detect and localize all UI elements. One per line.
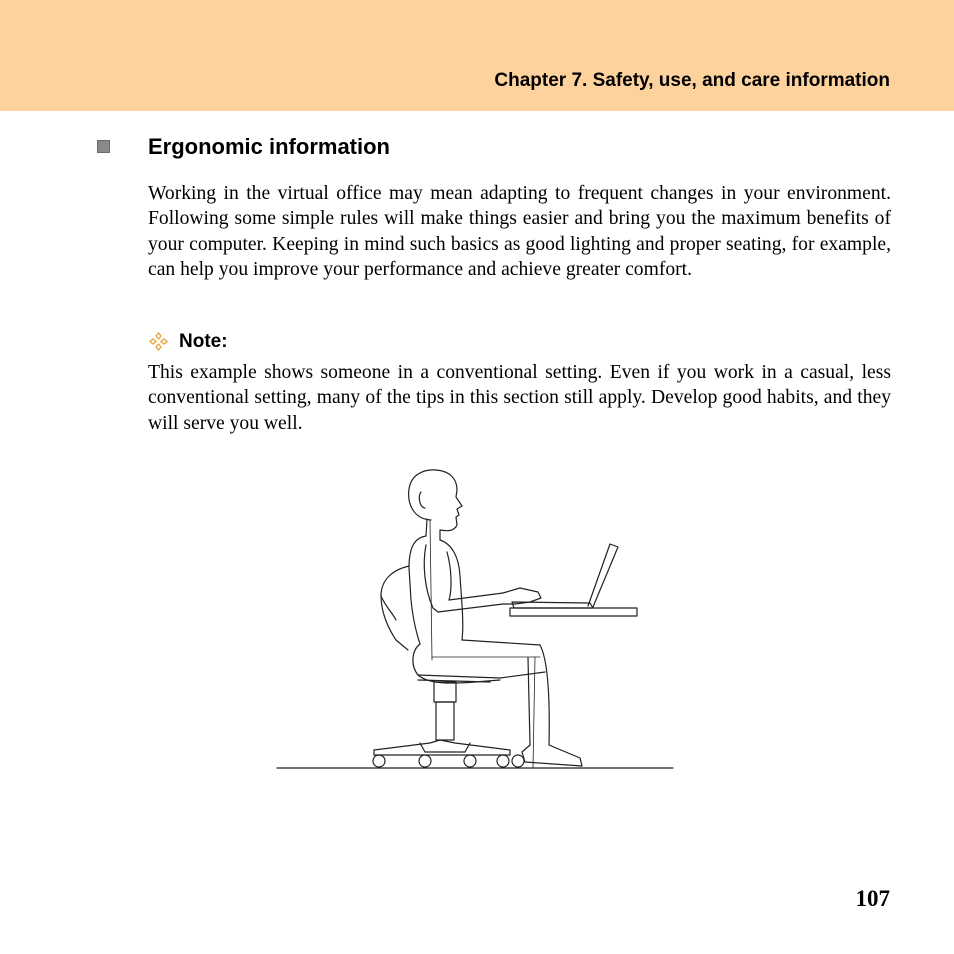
note-paragraph: This example shows someone in a conventional setting. Even if you work in a casual, less conventional setting, many of the tips in this section still apply. Develop good habits, and they will serve you well.: [148, 362, 891, 434]
section-heading: Ergonomic information: [148, 134, 390, 159]
square-bullet-icon: [97, 140, 110, 153]
diamond-note-icon: [149, 332, 168, 351]
header-band: [0, 0, 954, 111]
seated-person-at-laptop-illustration: [270, 462, 680, 777]
note-label: Note:: [179, 331, 228, 352]
intro-paragraph: Working in the virtual office may mean adapting to frequent changes in your environment. Following some simple rules will make things easier and bring you the maximum benefits of your computer. Keeping in mind such basics as good lighting and proper seating, for example, can help you improve your performance and achieve greater comfort.: [148, 183, 891, 281]
page-number: 107: [855, 886, 890, 911]
chapter-title: Chapter 7. Safety, use, and care information: [494, 70, 890, 91]
